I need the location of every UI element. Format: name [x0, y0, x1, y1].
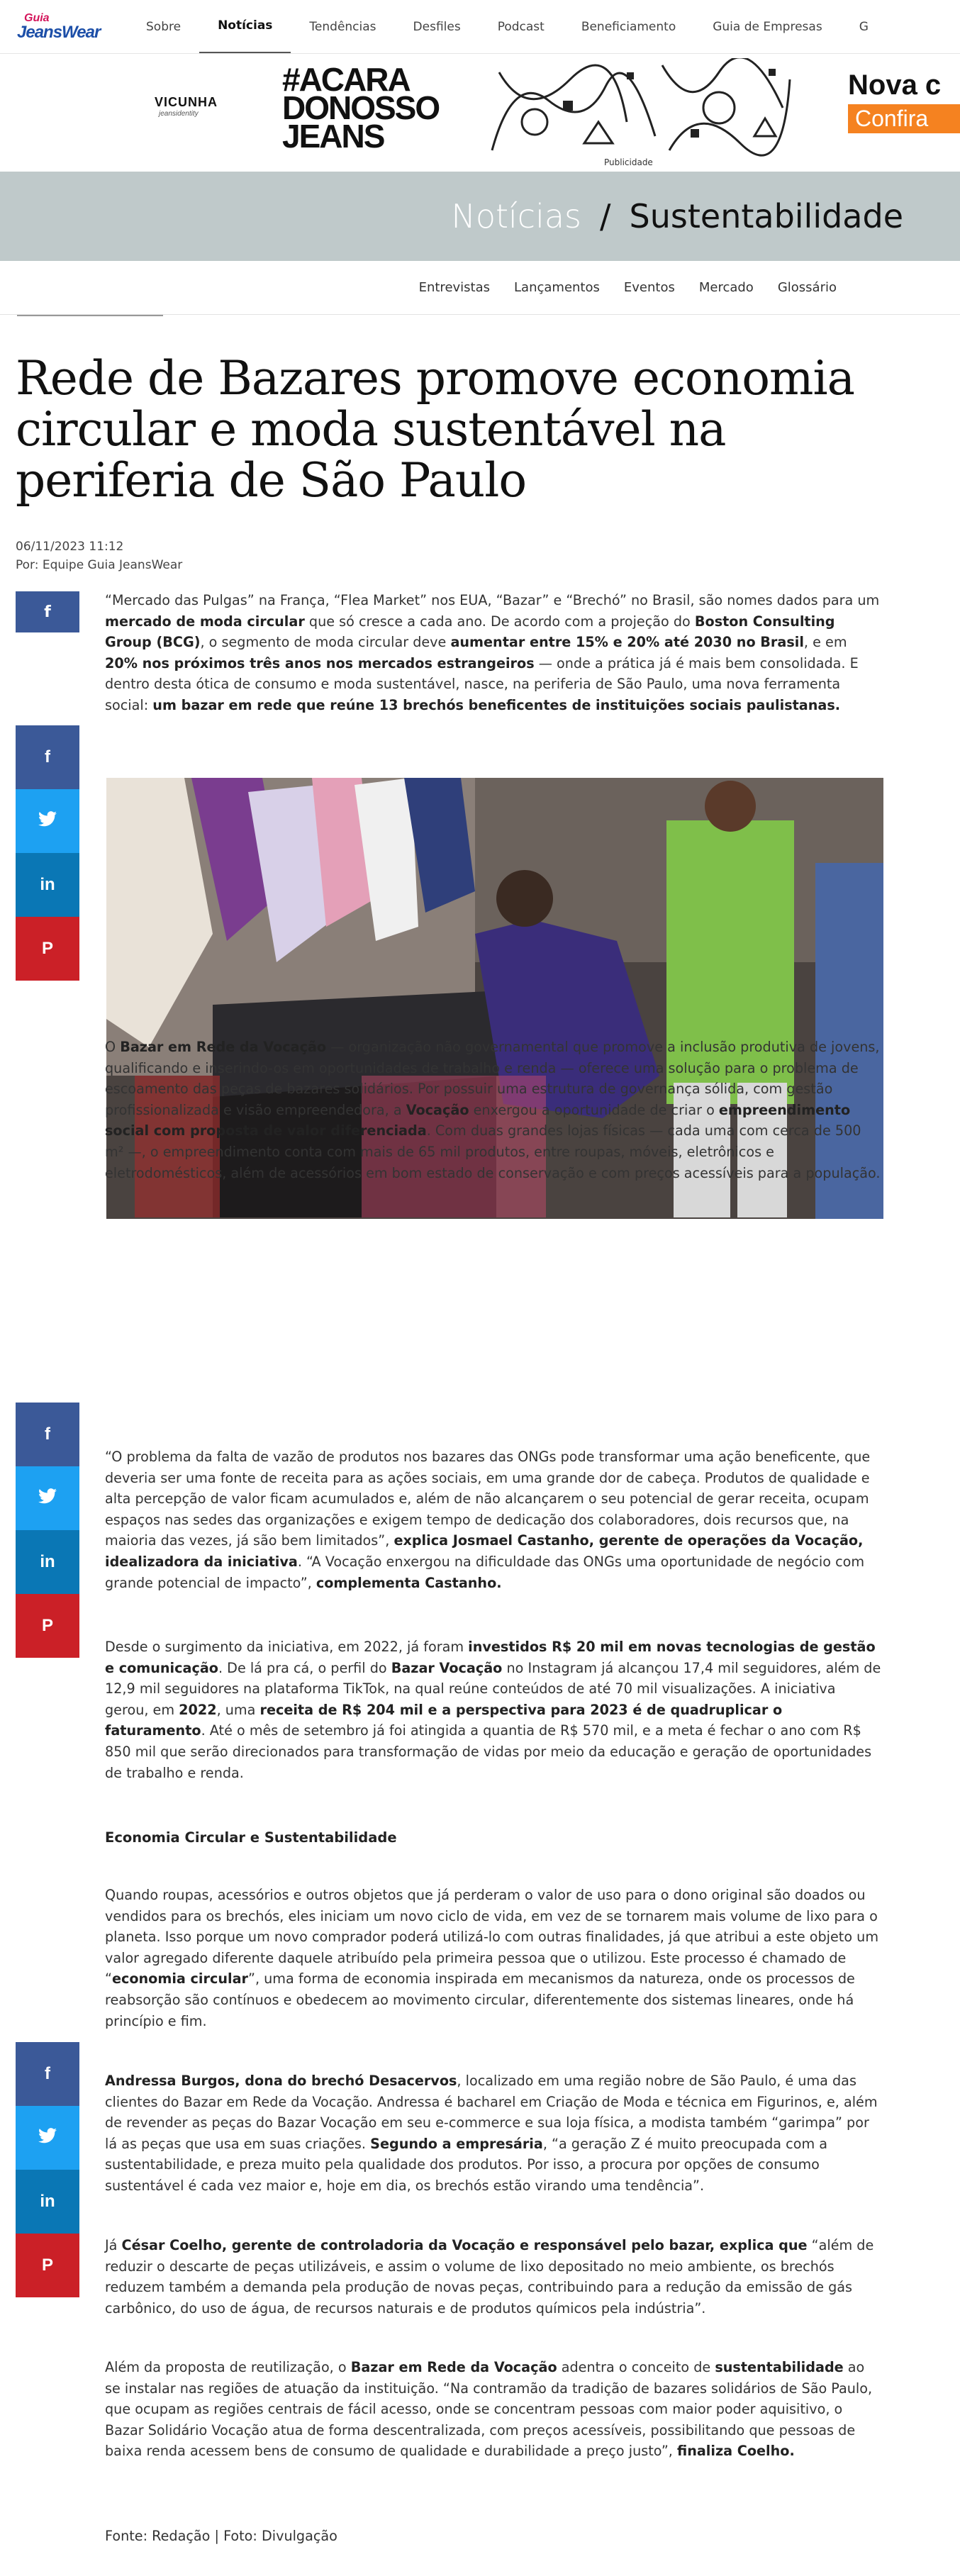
nav-item-sobre[interactable]: Sobre	[146, 19, 182, 34]
logo-top-text: Guia	[24, 11, 50, 24]
share-linkedin-button[interactable]	[16, 1530, 79, 1594]
linkedin-icon: in	[40, 1552, 55, 1571]
nav-item-podcast[interactable]: Podcast	[497, 19, 545, 34]
twitter-icon	[38, 811, 57, 832]
band-category: Sustentabilidade	[629, 197, 903, 235]
pinterest-icon: P	[41, 939, 53, 958]
ad-hashtag-line-2: DONOSSO	[282, 89, 440, 126]
logo-bottom-text: JeansWear	[17, 22, 101, 42]
site-logo[interactable]	[0, 0, 128, 54]
article-meta	[0, 506, 960, 574]
nav-item-tendencias[interactable]: Tendências	[309, 19, 376, 34]
facebook-icon: f	[45, 1424, 50, 1444]
share-pinterest-button[interactable]	[16, 2234, 79, 2297]
article-paragraph-4: Desde o surgimento da iniciativa, em 2022, já foram investidos R$ 20 mil em novas tecnologias de gestão e comunicação. De lá pra cá, o perfil do Bazar Vocação no Instagram já alcançou 17,4 mil seguidores, além de 12,9 mil seguidores na plataforma TikTok, na qual reúne conteúdos de até 70 mil visualizações. A iniciativa gerou, em 2022, uma receita de R$ 204 mil e a perspectiva para 2023 é de quadruplicar o faturamento. Até o mês de setembro já foi atingida a quantia de R$ 570 mil, e a meta é fechar o ano com R$ 850 mil que serão direcionados para transformação de vidas por meio da educação e geração de oportunidades de trabalho e renda.	[105, 1639, 881, 1781]
share-bar-2	[16, 1403, 79, 1658]
article-paragraph-3: “O problema da falta de vazão de produtos nos bazares das ONGs pode transformar uma ação beneficente, que deveria ser uma fonte de receita para as ações sociais, em uma grande dor de cabeça. Produtos de qualidade e alta percepção de valor ficam acumulados e, além de não alcançarem o seu potencial de gerar receita, ocupam espaços nas sedes das organizações e exigem tempo de dedicação dos colaboradores, dois recursos que, na maioria das vezes, já são bem limitados”, explica Josmael Castanho, gerente de operações da Vocação, idealizadora da iniciativa. “A Vocação enxergou na dificuldade das ONGs uma oportunidade de negócio com grande potencial de impacto”, complementa Castanho.	[105, 1449, 871, 1591]
share-facebook-button[interactable]	[16, 725, 79, 789]
article-source: Fonte: Redação | Foto: Divulgação	[105, 2528, 337, 2544]
linkedin-icon: in	[40, 875, 55, 894]
share-linkedin-button[interactable]	[16, 853, 79, 917]
subnav-item-glossario[interactable]: Glossário	[777, 280, 837, 295]
article-paragraph-2: O Bazar em Rede da Vocação — organização não governamental que promove a inclusão produtiva de jovens, qualificando e inserindo-os em oportunidades de trabalho e renda — oferece uma solução para o problema de escoamento das peças de bazares solidários. Por possuir uma estrutura de governança sólida, com gestão profissionalizada e visão empreendedora, a Vocação enxergou a oportunidade de criar o empreendimento social com proposta de valor diferenciada. Com duas grandes lojas físicas — cada uma com cerca de 500 m² —, o empreendimento conta com mais de 65 mil produtos, entre roupas, móveis, eletrônicos e eletrodomésticos, além de acessórios em bom estado de conservação e com preços acessíveis para a população.	[105, 1039, 881, 1181]
twitter-icon	[38, 1488, 57, 1509]
ad-cta-button[interactable]: Confira	[848, 104, 960, 133]
article-paragraph-1: “Mercado das Pulgas” na França, “Flea Market” nos EUA, “Bazar” e “Brechó” no Brasil, são nomes dados para um mercado de moda circular que só cresce a cada ano. De acordo com a projeção do Boston Consulting Group (BCG), o segmento de moda circular deve aumentar entre 15% e 20% até 2030 no Brasil, e em 20% nos próximos três anos nos mercados estrangeiros — onde a prática já é mais bem consolidada. E dentro desta ótica de consumo e moda sustentável, nasce, na periferia de São Paulo, uma nova ferramenta social: um bazar em rede que reúne 13 brechós beneficentes de instituições sociais paulistanas.	[105, 592, 880, 713]
share-facebook-button[interactable]	[16, 1403, 79, 1466]
subnav-item-lancamentos[interactable]: Lançamentos	[514, 280, 600, 295]
linkedin-icon: in	[40, 2192, 55, 2211]
share-facebook-button[interactable]	[16, 2042, 79, 2106]
article-author: Por: Equipe Guia JeansWear	[16, 558, 183, 572]
article-date: 06/11/2023 11:12	[16, 540, 124, 554]
ad-label: Publicidade	[604, 157, 653, 167]
facebook-icon: f	[44, 603, 51, 621]
nav-item-desfiles[interactable]: Desfiles	[413, 19, 461, 34]
band-separator: /	[600, 197, 611, 235]
facebook-icon: f	[45, 747, 50, 766]
share-facebook-button-top[interactable]	[16, 591, 79, 632]
ad-artwork-image	[485, 58, 796, 157]
share-pinterest-button[interactable]	[16, 1594, 79, 1658]
top-navbar	[0, 0, 960, 54]
twitter-icon	[38, 2128, 57, 2148]
share-bar-3	[16, 2042, 79, 2297]
pinterest-icon: P	[41, 2256, 53, 2275]
article-body	[0, 574, 960, 2567]
ad-hashtag-line-1: #ACARA	[282, 61, 410, 98]
share-linkedin-button[interactable]	[16, 2170, 79, 2234]
share-twitter-button[interactable]	[16, 789, 79, 853]
ad-cta-title: Nova c	[848, 69, 942, 101]
nav-item-noticias[interactable]: Notícias	[199, 0, 291, 54]
subnav-item-entrevistas[interactable]: Entrevistas	[418, 280, 491, 295]
section-band	[0, 172, 960, 261]
ad-brand-sub: jeansidentity	[159, 110, 199, 118]
article-subheading: Economia Circular e Sustentabilidade	[105, 1829, 397, 1846]
share-pinterest-button[interactable]	[16, 917, 79, 981]
share-bar-1	[16, 725, 79, 981]
ad-hashtag-line-3: JEANS	[282, 118, 384, 155]
article-paragraph-7: Já César Coelho, gerente de controladoria da Vocação e responsável pelo bazar, explica que “além de reduzir o descarte de peças utilizáveis, e assim o volume de lixo depositado no meio ambiente, os brechós reduzem também a demanda pela produção de novas peças, contribuindo para a redução da emissão de gás carbônico, do uso de água, de recursos naturais e de produtos químicos pela indústria”.	[105, 2237, 874, 2316]
band-section[interactable]: Notícias	[451, 197, 582, 235]
article-title: Rede de Bazares promove economia circular e moda sustentável na periferia de São Paulo	[16, 351, 854, 508]
article-paragraph-8: Além da proposta de reutilização, o Bazar em Rede da Vocação adentra o conceito de sustentabilidade ao se instalar nas regiões de atuação da instituição. “Na contramão da tradição de bazares solidários de São Paulo, que ocupam as regiões centrais de fácil acesso, onde se concentram pessoas com maior poder aquisitivo, o Bazar Solidário Vocação atua de forma descentralizada, com preços acessíveis, possibilitando que pessoas de baixa renda acessem bens de consumo de qualidade e durabilidade a preço justo”, finaliza Coelho.	[105, 2359, 873, 2460]
main-nav	[128, 0, 887, 54]
facebook-icon: f	[45, 2064, 50, 2083]
nav-item-truncated[interactable]: G	[859, 19, 869, 34]
nav-item-guia-de-empresas[interactable]: Guia de Empresas	[713, 19, 822, 34]
ad-hashtag	[282, 61, 440, 155]
nav-item-beneficiamento[interactable]: Beneficiamento	[581, 19, 676, 34]
article-paragraph-6: Andressa Burgos, dona do brechó Desacervos, localizado em uma região nobre de São Paulo, é uma das clientes do Bazar em Rede da Vocação. Andressa é bacharel em Criação de Moda e técnica em Figurinos, e, além de revender as peças do Bazar Vocação em seu e-commerce e sua loja física, a modista também “garimpa” por lá as peças que usa em suas criações. Segundo a empresária, “a geração Z é muito preocupada com a sustentabilidade, e preza muito pela qualidade dos produtos. Por isso, a procura por opções de consumo sustentável é cada vez maior e, hoje em dia, os brechós estão virando uma tendência”.	[105, 2073, 878, 2194]
sub-nav	[0, 261, 960, 315]
pinterest-icon: P	[41, 1616, 53, 1635]
share-twitter-button[interactable]	[16, 2106, 79, 2170]
article-paragraph-5: Quando roupas, acessórios e outros objetos que já perderam o valor de uso para o dono original são doados ou vendidos para os brechós, eles iniciam um novo ciclo de vida, em vez de se tornarem mais volume de lixo para o planeta. Isso porque um novo comprador poderá utilizá-lo com outras finalidades, já que atribui a este objeto um valor agregado diferente daquele atribuído pela primeira pessoa que o utilizou. Este processo é chamado de “economia circular”, uma forma de economia inspirada em mecanismos da natureza, onde os processos de reabsorção são contínuos e obedecem ao movimento circular, diferentemente dos sistemas lineares, onde há princípio e fim.	[105, 1887, 879, 2029]
ad-brand-logo	[155, 95, 218, 118]
ad-banner[interactable]	[0, 54, 960, 172]
ad-brand-name: VICUNHA	[155, 95, 218, 109]
subnav-item-eventos[interactable]: Eventos	[623, 280, 675, 295]
ad-cta[interactable]	[848, 69, 960, 133]
subnav-item-mercado[interactable]: Mercado	[698, 280, 754, 295]
share-twitter-button[interactable]	[16, 1466, 79, 1530]
